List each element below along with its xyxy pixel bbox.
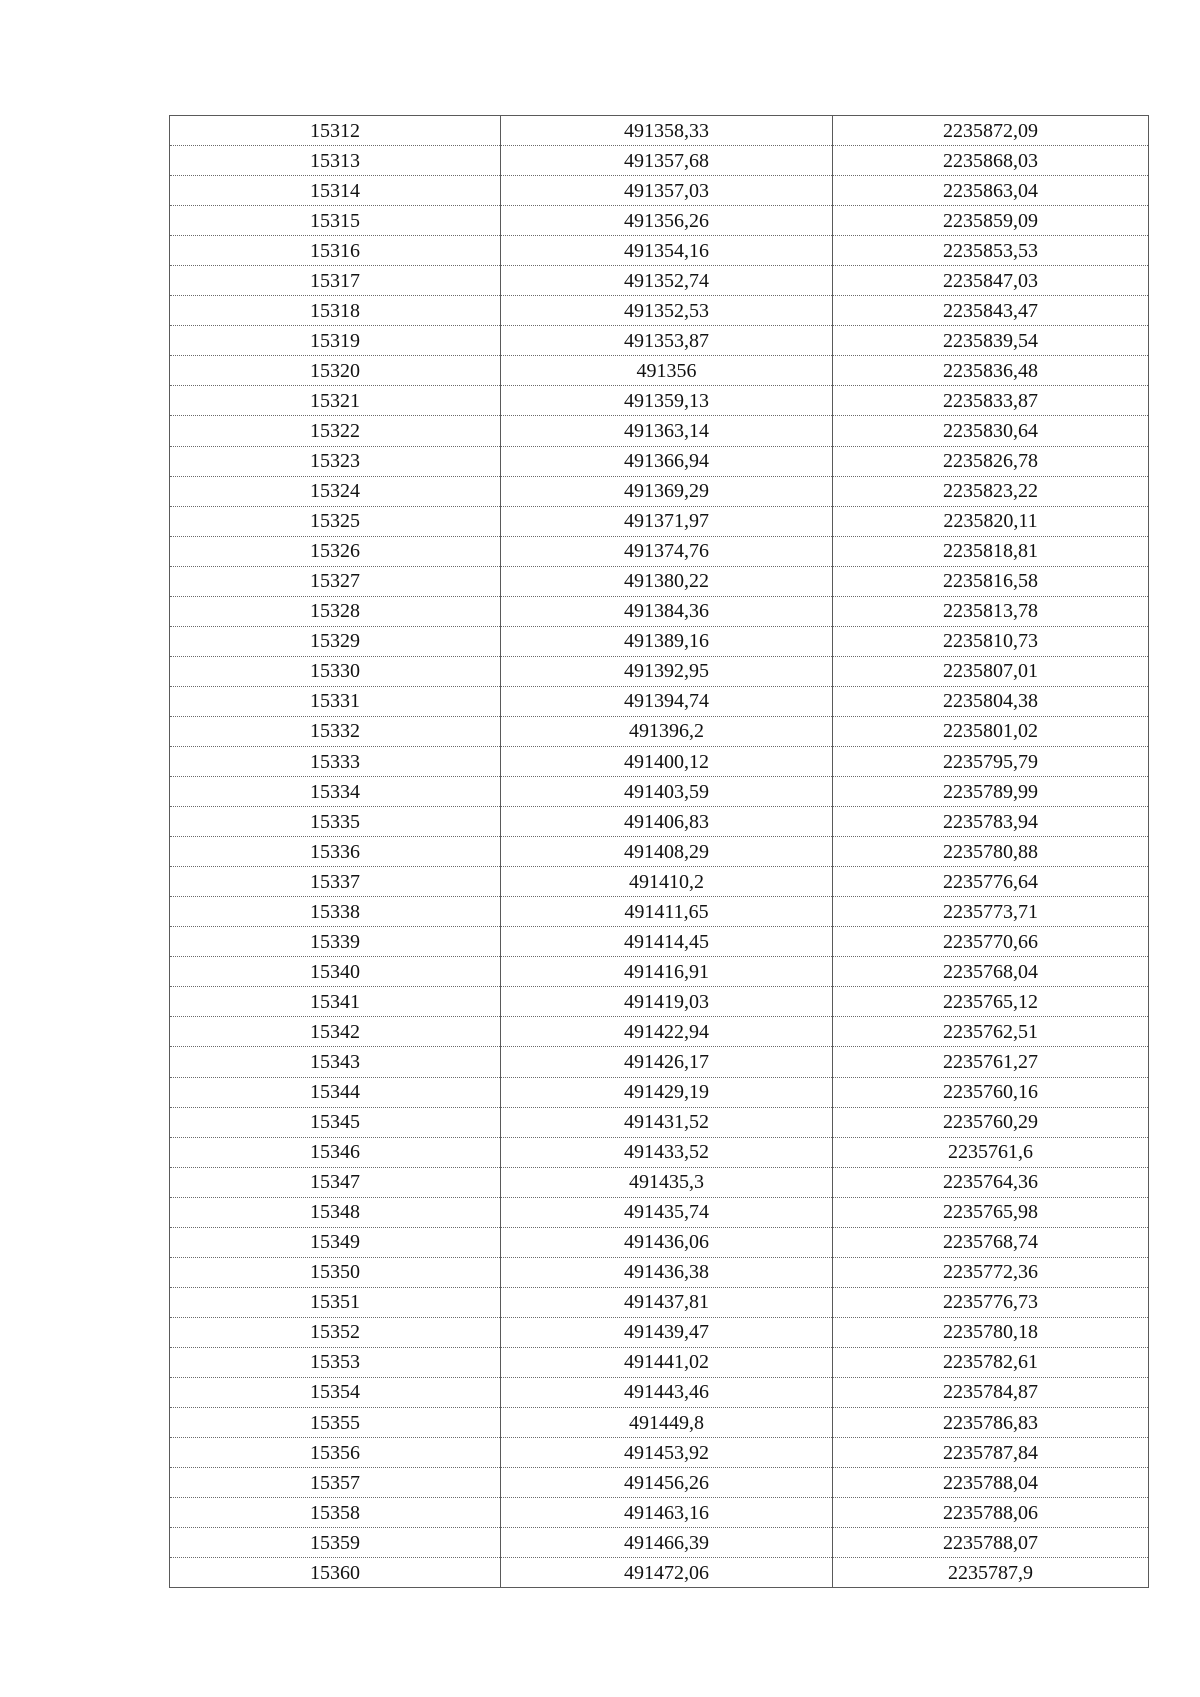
table-row	[170, 746, 1149, 776]
point-number-cell: 15350	[170, 1257, 501, 1287]
point-number-cell: 15322	[170, 416, 501, 446]
x-coordinate-cell: 491357,68	[501, 146, 833, 176]
point-number-cell: 15341	[170, 987, 501, 1017]
x-coordinate-cell: 491356,26	[501, 206, 833, 236]
table-row	[170, 1137, 1149, 1167]
x-coordinate-cell: 491435,3	[501, 1167, 833, 1197]
x-coordinate-cell: 491419,03	[501, 987, 833, 1017]
y-coordinate-cell: 2235765,12	[833, 987, 1149, 1017]
table-row	[170, 536, 1149, 566]
x-coordinate-cell: 491394,74	[501, 686, 833, 716]
y-coordinate-cell: 2235823,22	[833, 476, 1149, 506]
x-coordinate-cell: 491437,81	[501, 1287, 833, 1317]
table-row	[170, 236, 1149, 266]
point-number-cell: 15353	[170, 1347, 501, 1377]
table-row	[170, 596, 1149, 626]
point-number-cell: 15312	[170, 116, 501, 146]
table-row	[170, 867, 1149, 897]
x-coordinate-cell: 491441,02	[501, 1347, 833, 1377]
table-row	[170, 1498, 1149, 1528]
x-coordinate-cell: 491403,59	[501, 777, 833, 807]
point-number-cell: 15316	[170, 236, 501, 266]
point-number-cell: 15340	[170, 957, 501, 987]
table-row	[170, 626, 1149, 656]
x-coordinate-cell: 491410,2	[501, 867, 833, 897]
table-row	[170, 1077, 1149, 1107]
point-number-cell: 15314	[170, 176, 501, 206]
x-coordinate-cell: 491352,74	[501, 266, 833, 296]
y-coordinate-cell: 2235820,11	[833, 506, 1149, 536]
table-row	[170, 326, 1149, 356]
y-coordinate-cell: 2235772,36	[833, 1257, 1149, 1287]
x-coordinate-cell: 491389,16	[501, 626, 833, 656]
point-number-cell: 15313	[170, 146, 501, 176]
x-coordinate-cell: 491396,2	[501, 716, 833, 746]
point-number-cell: 15359	[170, 1528, 501, 1558]
x-coordinate-cell: 491436,38	[501, 1257, 833, 1287]
y-coordinate-cell: 2235795,79	[833, 746, 1149, 776]
y-coordinate-cell: 2235826,78	[833, 446, 1149, 476]
y-coordinate-cell: 2235839,54	[833, 326, 1149, 356]
y-coordinate-cell: 2235773,71	[833, 897, 1149, 927]
x-coordinate-cell: 491436,06	[501, 1227, 833, 1257]
x-coordinate-cell: 491363,14	[501, 416, 833, 446]
y-coordinate-cell: 2235776,73	[833, 1287, 1149, 1317]
x-coordinate-cell: 491449,8	[501, 1408, 833, 1438]
point-number-cell: 15343	[170, 1047, 501, 1077]
point-number-cell: 15329	[170, 626, 501, 656]
table-row	[170, 1107, 1149, 1137]
table-row	[170, 686, 1149, 716]
y-coordinate-cell: 2235761,6	[833, 1137, 1149, 1167]
x-coordinate-cell: 491416,91	[501, 957, 833, 987]
y-coordinate-cell: 2235847,03	[833, 266, 1149, 296]
point-number-cell: 15346	[170, 1137, 501, 1167]
x-coordinate-cell: 491426,17	[501, 1047, 833, 1077]
coordinates-table-body	[170, 116, 1149, 1588]
y-coordinate-cell: 2235801,02	[833, 716, 1149, 746]
table-row	[170, 1347, 1149, 1377]
x-coordinate-cell: 491354,16	[501, 236, 833, 266]
table-row	[170, 987, 1149, 1017]
table-row	[170, 957, 1149, 987]
table-row	[170, 927, 1149, 957]
y-coordinate-cell: 2235830,64	[833, 416, 1149, 446]
point-number-cell: 15336	[170, 837, 501, 867]
table-row	[170, 1017, 1149, 1047]
table-row	[170, 176, 1149, 206]
x-coordinate-cell: 491435,74	[501, 1197, 833, 1227]
y-coordinate-cell: 2235783,94	[833, 807, 1149, 837]
x-coordinate-cell: 491433,52	[501, 1137, 833, 1167]
table-row	[170, 1257, 1149, 1287]
y-coordinate-cell: 2235833,87	[833, 386, 1149, 416]
y-coordinate-cell: 2235760,29	[833, 1107, 1149, 1137]
coordinates-table	[169, 115, 1149, 1588]
table-row	[170, 1047, 1149, 1077]
point-number-cell: 15328	[170, 596, 501, 626]
table-row	[170, 476, 1149, 506]
point-number-cell: 15333	[170, 746, 501, 776]
point-number-cell: 15347	[170, 1167, 501, 1197]
point-number-cell: 15358	[170, 1498, 501, 1528]
x-coordinate-cell: 491453,92	[501, 1438, 833, 1468]
point-number-cell: 15344	[170, 1077, 501, 1107]
x-coordinate-cell: 491384,36	[501, 596, 833, 626]
point-number-cell: 15332	[170, 716, 501, 746]
point-number-cell: 15339	[170, 927, 501, 957]
table-row	[170, 837, 1149, 867]
y-coordinate-cell: 2235872,09	[833, 116, 1149, 146]
point-number-cell: 15360	[170, 1558, 501, 1588]
x-coordinate-cell: 491463,16	[501, 1498, 833, 1528]
table-row	[170, 146, 1149, 176]
table-row	[170, 116, 1149, 146]
table-row	[170, 356, 1149, 386]
y-coordinate-cell: 2235786,83	[833, 1408, 1149, 1438]
point-number-cell: 15317	[170, 266, 501, 296]
point-number-cell: 15342	[170, 1017, 501, 1047]
point-number-cell: 15319	[170, 326, 501, 356]
point-number-cell: 15355	[170, 1408, 501, 1438]
x-coordinate-cell: 491366,94	[501, 446, 833, 476]
x-coordinate-cell: 491356	[501, 356, 833, 386]
x-coordinate-cell: 491443,46	[501, 1377, 833, 1407]
table-row	[170, 777, 1149, 807]
table-row	[170, 266, 1149, 296]
x-coordinate-cell: 491358,33	[501, 116, 833, 146]
x-coordinate-cell: 491439,47	[501, 1317, 833, 1347]
x-coordinate-cell: 491374,76	[501, 536, 833, 566]
y-coordinate-cell: 2235859,09	[833, 206, 1149, 236]
table-row	[170, 1558, 1149, 1588]
table-row	[170, 716, 1149, 746]
y-coordinate-cell: 2235810,73	[833, 626, 1149, 656]
point-number-cell: 15324	[170, 476, 501, 506]
y-coordinate-cell: 2235761,27	[833, 1047, 1149, 1077]
y-coordinate-cell: 2235787,84	[833, 1438, 1149, 1468]
y-coordinate-cell: 2235765,98	[833, 1197, 1149, 1227]
y-coordinate-cell: 2235836,48	[833, 356, 1149, 386]
y-coordinate-cell: 2235780,18	[833, 1317, 1149, 1347]
point-number-cell: 15357	[170, 1468, 501, 1498]
y-coordinate-cell: 2235784,87	[833, 1377, 1149, 1407]
point-number-cell: 15335	[170, 807, 501, 837]
table-row	[170, 296, 1149, 326]
y-coordinate-cell: 2235789,99	[833, 777, 1149, 807]
x-coordinate-cell: 491431,52	[501, 1107, 833, 1137]
point-number-cell: 15354	[170, 1377, 501, 1407]
point-number-cell: 15338	[170, 897, 501, 927]
point-number-cell: 15349	[170, 1227, 501, 1257]
y-coordinate-cell: 2235782,61	[833, 1347, 1149, 1377]
point-number-cell: 15337	[170, 867, 501, 897]
y-coordinate-cell: 2235788,07	[833, 1528, 1149, 1558]
y-coordinate-cell: 2235807,01	[833, 656, 1149, 686]
y-coordinate-cell: 2235788,06	[833, 1498, 1149, 1528]
x-coordinate-cell: 491369,29	[501, 476, 833, 506]
x-coordinate-cell: 491357,03	[501, 176, 833, 206]
x-coordinate-cell: 491414,45	[501, 927, 833, 957]
table-row	[170, 506, 1149, 536]
y-coordinate-cell: 2235868,03	[833, 146, 1149, 176]
point-number-cell: 15327	[170, 566, 501, 596]
x-coordinate-cell: 491371,97	[501, 506, 833, 536]
x-coordinate-cell: 491411,65	[501, 897, 833, 927]
table-row	[170, 1167, 1149, 1197]
point-number-cell: 15320	[170, 356, 501, 386]
table-row	[170, 897, 1149, 927]
table-row	[170, 656, 1149, 686]
y-coordinate-cell: 2235788,04	[833, 1468, 1149, 1498]
y-coordinate-cell: 2235816,58	[833, 566, 1149, 596]
y-coordinate-cell: 2235818,81	[833, 536, 1149, 566]
y-coordinate-cell: 2235776,64	[833, 867, 1149, 897]
x-coordinate-cell: 491466,39	[501, 1528, 833, 1558]
x-coordinate-cell: 491406,83	[501, 807, 833, 837]
point-number-cell: 15323	[170, 446, 501, 476]
y-coordinate-cell: 2235863,04	[833, 176, 1149, 206]
x-coordinate-cell: 491472,06	[501, 1558, 833, 1588]
table-row	[170, 1287, 1149, 1317]
table-row	[170, 1197, 1149, 1227]
point-number-cell: 15352	[170, 1317, 501, 1347]
table-row	[170, 386, 1149, 416]
y-coordinate-cell: 2235768,04	[833, 957, 1149, 987]
point-number-cell: 15315	[170, 206, 501, 236]
x-coordinate-cell: 491422,94	[501, 1017, 833, 1047]
point-number-cell: 15326	[170, 536, 501, 566]
table-row	[170, 1408, 1149, 1438]
table-row	[170, 566, 1149, 596]
y-coordinate-cell: 2235770,66	[833, 927, 1149, 957]
y-coordinate-cell: 2235762,51	[833, 1017, 1149, 1047]
x-coordinate-cell: 491429,19	[501, 1077, 833, 1107]
point-number-cell: 15331	[170, 686, 501, 716]
x-coordinate-cell: 491456,26	[501, 1468, 833, 1498]
point-number-cell: 15318	[170, 296, 501, 326]
table-row	[170, 206, 1149, 236]
y-coordinate-cell: 2235768,74	[833, 1227, 1149, 1257]
point-number-cell: 15348	[170, 1197, 501, 1227]
y-coordinate-cell: 2235813,78	[833, 596, 1149, 626]
y-coordinate-cell: 2235853,53	[833, 236, 1149, 266]
point-number-cell: 15334	[170, 777, 501, 807]
y-coordinate-cell: 2235760,16	[833, 1077, 1149, 1107]
x-coordinate-cell: 491352,53	[501, 296, 833, 326]
y-coordinate-cell: 2235764,36	[833, 1167, 1149, 1197]
point-number-cell: 15345	[170, 1107, 501, 1137]
point-number-cell: 15325	[170, 506, 501, 536]
x-coordinate-cell: 491400,12	[501, 746, 833, 776]
y-coordinate-cell: 2235804,38	[833, 686, 1149, 716]
table-row	[170, 1468, 1149, 1498]
table-row	[170, 1438, 1149, 1468]
table-row	[170, 807, 1149, 837]
table-row	[170, 1227, 1149, 1257]
point-number-cell: 15321	[170, 386, 501, 416]
table-row	[170, 1377, 1149, 1407]
table-row	[170, 1528, 1149, 1558]
point-number-cell: 15356	[170, 1438, 501, 1468]
y-coordinate-cell: 2235843,47	[833, 296, 1149, 326]
point-number-cell: 15330	[170, 656, 501, 686]
table-row	[170, 446, 1149, 476]
y-coordinate-cell: 2235787,9	[833, 1558, 1149, 1588]
y-coordinate-cell: 2235780,88	[833, 837, 1149, 867]
x-coordinate-cell: 491380,22	[501, 566, 833, 596]
x-coordinate-cell: 491408,29	[501, 837, 833, 867]
table-row	[170, 416, 1149, 446]
x-coordinate-cell: 491359,13	[501, 386, 833, 416]
x-coordinate-cell: 491353,87	[501, 326, 833, 356]
point-number-cell: 15351	[170, 1287, 501, 1317]
table-row	[170, 1317, 1149, 1347]
x-coordinate-cell: 491392,95	[501, 656, 833, 686]
